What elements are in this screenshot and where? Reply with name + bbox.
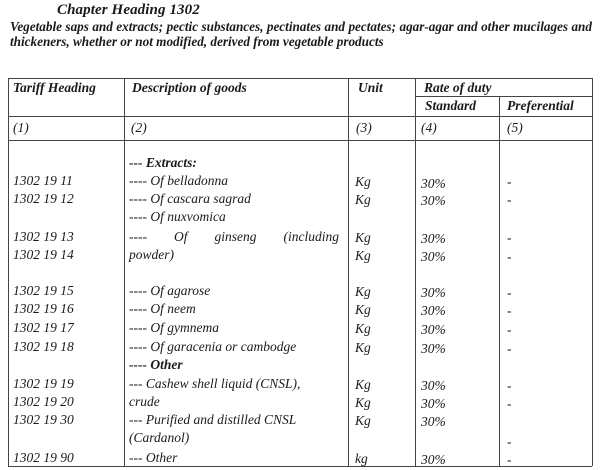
row-standard-rate: 30% <box>421 452 446 467</box>
col-border-4 <box>499 96 500 466</box>
header-standard: Standard <box>425 98 477 113</box>
row-code: 1302 19 90 <box>13 450 74 465</box>
row-standard-rate: 30% <box>421 414 446 429</box>
rate-subheader-rule <box>415 96 592 97</box>
colnum-5: (5) <box>507 120 523 135</box>
row-unit: Kg <box>355 413 371 428</box>
row-preferential-rate: - <box>507 378 512 393</box>
row-description: ---- Of gymnema <box>129 320 219 335</box>
row-standard-rate: 30% <box>421 378 446 393</box>
row-preferential-rate: - <box>507 230 512 245</box>
row-preferential-rate: - <box>507 285 512 300</box>
col-border-3 <box>415 78 416 466</box>
row-description: ---- Of cascara sagrad <box>129 191 251 206</box>
chapter-heading: Chapter Heading 1302 <box>57 2 200 18</box>
row-code: 1302 19 12 <box>13 191 74 206</box>
row-unit: Kg <box>355 395 371 410</box>
row-preferential-rate: - <box>507 249 512 264</box>
row-unit: Kg <box>355 230 371 245</box>
row-standard-rate: 30% <box>421 322 446 337</box>
row-description: ---- Of garacenia or cambodge <box>129 339 297 354</box>
row-code: 1302 19 16 <box>13 301 74 316</box>
row-code: 1302 19 19 <box>13 376 74 391</box>
row-description: --- Other <box>129 450 178 465</box>
row-preferential-rate: - <box>507 396 512 411</box>
row-description: ---- Other <box>129 357 183 372</box>
row-unit: Kg <box>355 377 371 392</box>
table-bottom-rule <box>8 466 592 467</box>
row-unit: Kg <box>355 340 371 355</box>
header-description: Description of goods <box>132 80 247 95</box>
row-description: ---- Of nuxvomica <box>129 209 226 224</box>
row-standard-rate: 30% <box>421 396 446 411</box>
col-border-right <box>592 78 593 466</box>
col-border-1 <box>124 78 125 466</box>
row-standard-rate: 30% <box>421 285 446 300</box>
row-standard-rate: 30% <box>421 249 446 264</box>
row-unit: Kg <box>355 174 371 189</box>
row-preferential-rate: - <box>507 174 512 189</box>
row-code: 1302 19 13 <box>13 229 74 244</box>
row-description: --- Extracts: <box>129 155 197 170</box>
header-tariff: Tariff Heading <box>13 80 96 95</box>
row-code: 1302 19 15 <box>13 283 74 298</box>
colnum-1: (1) <box>13 120 29 135</box>
row-description: --- Cashew shell liquid (CNSL), <box>129 376 301 391</box>
row-standard-rate: 30% <box>421 193 446 208</box>
header-preferential: Preferential <box>507 98 574 113</box>
row-code: 1302 19 17 <box>13 320 74 335</box>
column-number-rule <box>8 140 592 141</box>
row-preferential-rate: - <box>507 434 512 449</box>
row-standard-rate: 30% <box>421 341 446 356</box>
table-top-rule <box>8 78 592 79</box>
row-unit: kg <box>355 451 368 466</box>
row-preferential-rate: - <box>507 452 512 467</box>
colnum-3: (3) <box>356 120 372 135</box>
colnum-4: (4) <box>421 120 437 135</box>
row-description: (Cardanol) <box>129 430 190 445</box>
row-code: 1302 19 18 <box>13 339 74 354</box>
row-description: ---- Of neem <box>129 301 196 316</box>
chapter-caption: Vegetable saps and extracts; pectic substances, pectinates and pectates; agar-agar and other mucilages and thickeners, whether or not modified, derived from vegetable products <box>10 19 592 49</box>
row-code: 1302 19 20 <box>13 394 74 409</box>
row-unit: Kg <box>355 284 371 299</box>
row-description: powder) <box>129 247 174 262</box>
row-preferential-rate: - <box>507 303 512 318</box>
row-description: ---- Of belladonna <box>129 173 228 188</box>
row-preferential-rate: - <box>507 322 512 337</box>
row-unit: Kg <box>355 321 371 336</box>
row-preferential-rate: - <box>507 192 512 207</box>
row-standard-rate: 30% <box>421 176 446 191</box>
row-code: 1302 19 11 <box>13 173 73 188</box>
colnum-2: (2) <box>131 120 147 135</box>
row-code: 1302 19 14 <box>13 247 74 262</box>
col-border-left <box>8 78 9 466</box>
row-code: 1302 19 30 <box>13 412 74 427</box>
row-unit: Kg <box>355 248 371 263</box>
row-description: --- Purified and distilled CNSL <box>129 412 297 427</box>
row-standard-rate: 30% <box>421 303 446 318</box>
col-border-2 <box>348 78 349 466</box>
row-standard-rate: 30% <box>421 231 446 246</box>
row-preferential-rate: - <box>507 341 512 356</box>
header-unit: Unit <box>358 80 383 95</box>
row-description: ---- Of agarose <box>129 283 211 298</box>
row-unit: Kg <box>355 302 371 317</box>
header-bottom-rule <box>8 116 592 117</box>
row-description: crude <box>129 394 160 409</box>
row-description: ---- Of ginseng (including <box>129 229 339 244</box>
header-rate: Rate of duty <box>424 80 492 95</box>
row-unit: Kg <box>355 192 371 207</box>
